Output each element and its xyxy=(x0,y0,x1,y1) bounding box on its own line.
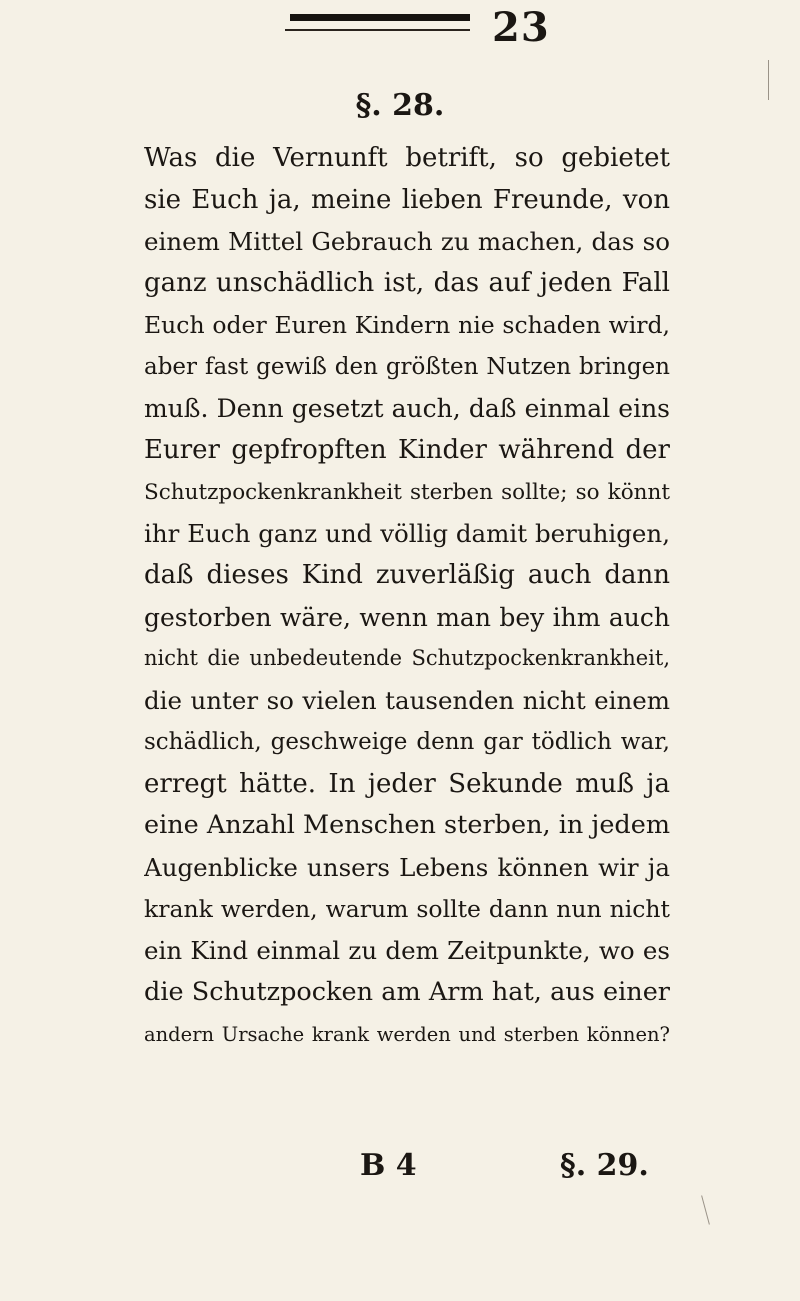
paper-mark xyxy=(768,60,769,100)
section-heading: §. 28. xyxy=(355,88,445,123)
paper-mark xyxy=(701,1195,710,1224)
text-line: ihr Euch ganz und völlig damit beruhigen, xyxy=(144,519,670,549)
text-line: Eurer gepfropften Kinder während der xyxy=(144,434,670,465)
text-line: Was die Vernunft betrift, so gebietet xyxy=(144,143,670,173)
header-rule-thick xyxy=(290,14,470,21)
text-line: Schutzpockenkrankheit sterben sollte; so könnt xyxy=(144,479,670,505)
text-line: andern Ursache krank werden und sterben können? xyxy=(144,1022,670,1046)
text-line: eine Anzahl Menschen sterben, in jedem xyxy=(144,810,670,841)
text-line: gestorben wäre, wenn man bey ihm auch xyxy=(144,602,670,632)
text-line: krank werden, warum sollte dann nun nicht xyxy=(144,894,670,923)
header-rule-thin xyxy=(285,29,470,31)
text-line: muß. Denn gesetzt auch, daß einmal eins xyxy=(144,394,670,424)
text-line: nicht die unbedeutende Schutzpockenkrankheit, xyxy=(144,646,670,671)
text-line: aber fast gewiß den größten Nutzen bringen xyxy=(144,353,670,380)
text-line: Augenblicke unsers Lebens können wir ja xyxy=(144,852,670,882)
signature-mark: B 4 xyxy=(360,1148,417,1183)
text-line: sie Euch ja, meine lieben Freunde, von xyxy=(144,184,670,215)
text-line: die unter so vielen tausenden nicht einem xyxy=(144,686,670,716)
text-line: erregt hätte. In jeder Sekunde muß ja xyxy=(144,768,670,799)
text-line: schädlich, geschweige denn gar tödlich war, xyxy=(144,728,670,755)
text-line: die Schutzpocken am Arm hat, aus einer xyxy=(144,977,670,1008)
body-paragraph xyxy=(144,138,670,1055)
text-line: einem Mittel Gebrauch zu machen, das so xyxy=(144,227,670,257)
page-number: 23 xyxy=(492,4,550,51)
text-line: daß dieses Kind zuverläßig auch dann xyxy=(144,560,670,591)
text-line: ein Kind einmal zu dem Zeitpunkte, wo es xyxy=(144,936,670,966)
text-line: Euch oder Euren Kindern nie schaden wird, xyxy=(144,310,670,339)
catchword: §. 29. xyxy=(560,1148,649,1183)
text-line: ganz unschädlich ist, das auf jeden Fall xyxy=(144,268,670,299)
